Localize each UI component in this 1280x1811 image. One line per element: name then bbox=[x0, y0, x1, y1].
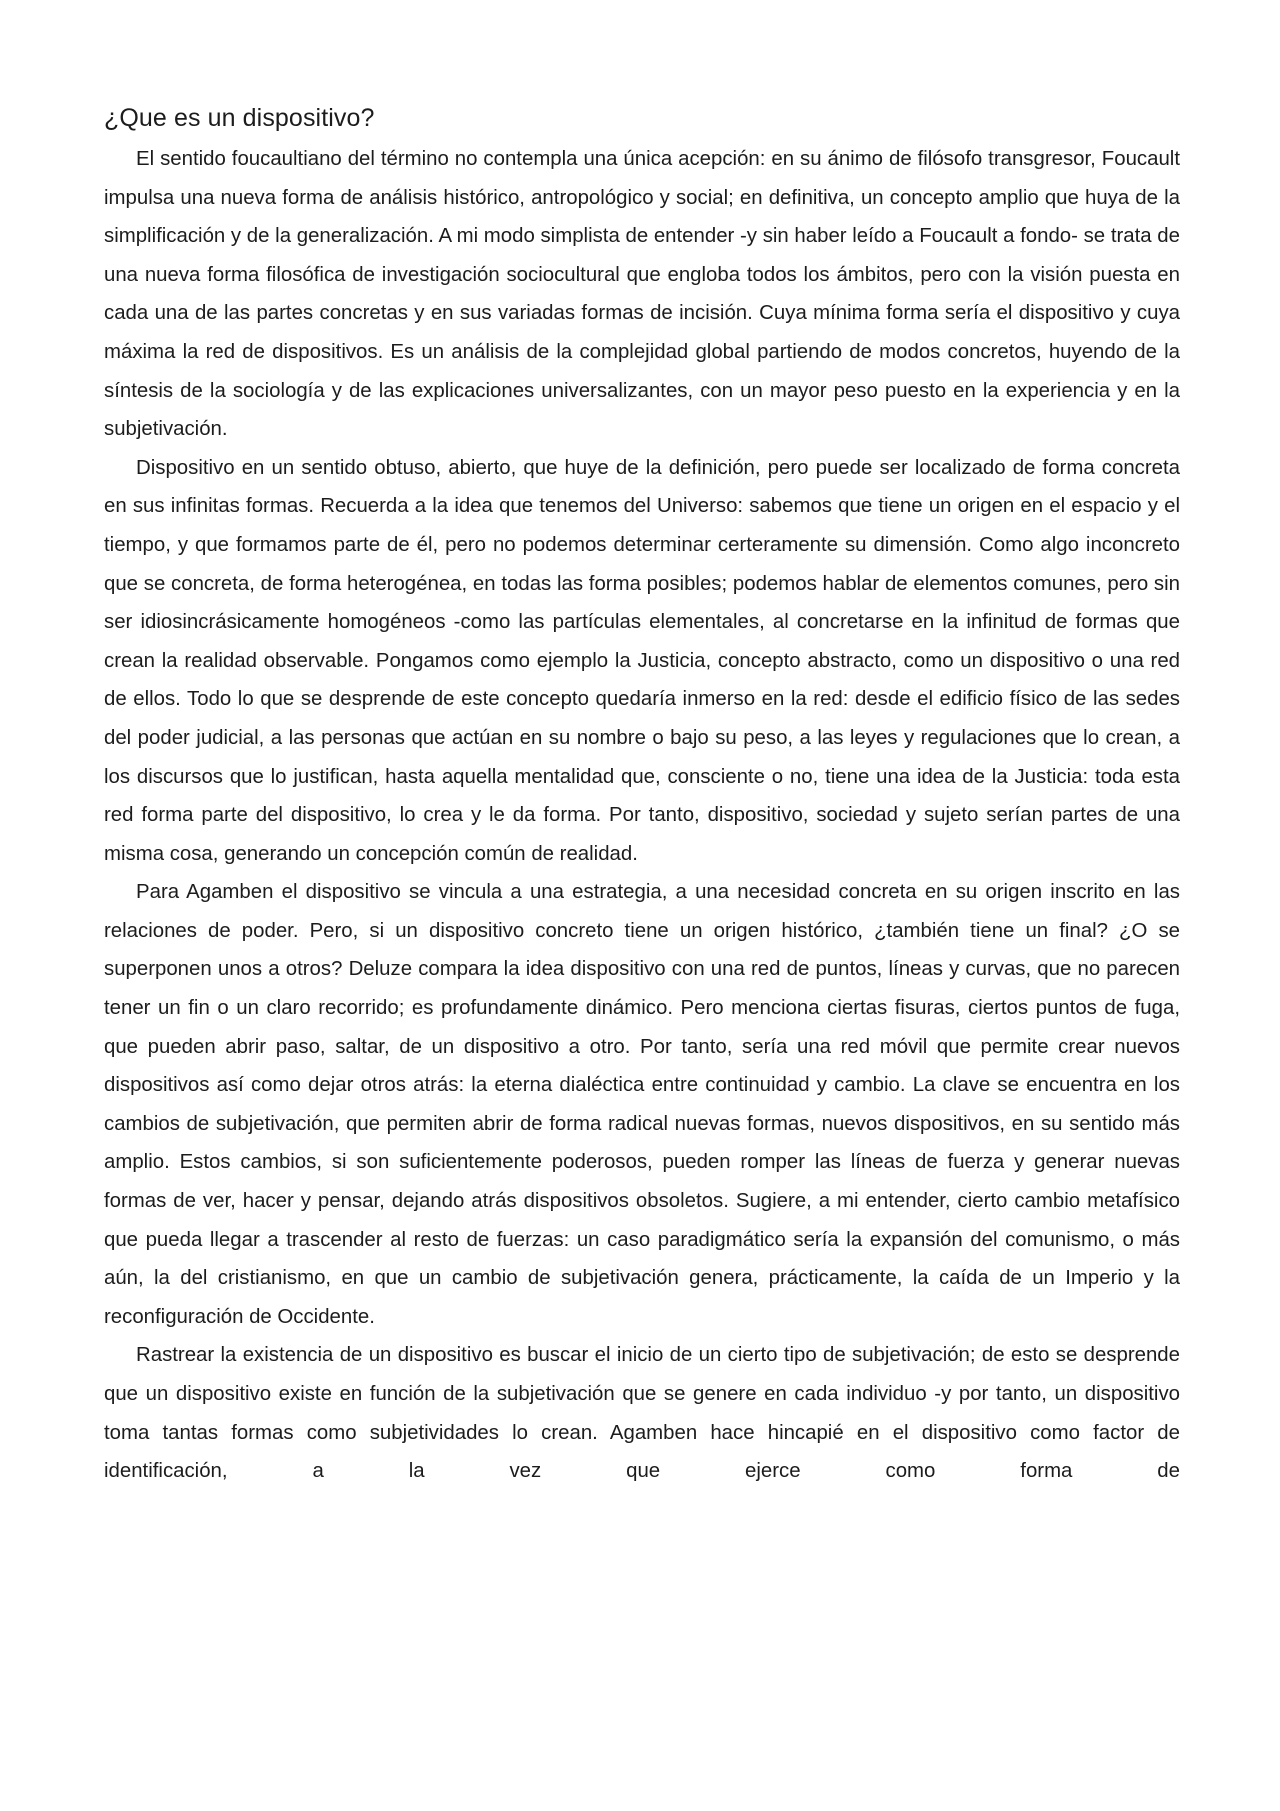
paragraph-4: Rastrear la existencia de un dispositivo es buscar el inicio de un cierto tipo de subjetivación; de esto se desprende que un dispositivo existe en función de la subjetivación que se genere en cada individuo -y por tanto, un dispositivo toma tantas formas como subjetividades lo crean. Agamben hace hincapié en el dispositivo como factor de identificación, a la vez que ejerce como forma de bbox=[104, 1344, 1180, 1483]
paragraph-2: Dispositivo en un sentido obtuso, abierto, que huye de la definición, pero puede ser localizado de forma concreta en sus infinitas formas. Recuerda a la idea que tenemos del Universo: sabemos que tiene un origen en el espacio y el tiempo, y que formamos parte de él, pero no podemos determinar certeramente su dimensión. Como algo inconcreto que se concreta, de forma heterogénea, en todas las forma posibles; podemos hablar de elementos comunes, pero sin ser idiosincrásicamente homogéneos -como las partículas elementales, al concretarse en la infinitud de formas que crean la realidad observable. Pongamos como ejemplo la Justicia, concepto abstracto, como un dispositivo o una red de ellos. Todo lo que se desprende de este concepto quedaría inmerso en la red: desde el edificio físico de las sedes del poder judicial, a las personas que actúan en su nombre o bajo su peso, a las leyes y regulaciones que lo crean, a los discursos que lo justifican, hasta aquella mentalidad que, consciente o no, tiene una idea de la Justicia: toda esta red forma parte del dispositivo, lo crea y le da forma. Por tanto, dispositivo, sociedad y sujeto serían partes de una misma cosa, generando un concepción común de realidad. bbox=[104, 456, 1180, 865]
paragraph-1: El sentido foucaultiano del término no contempla una única acepción: en su ánimo de filósofo transgresor, Foucault impulsa una nueva forma de análisis histórico, antropológico y social; en definitiva, un concepto amplio que huya de la simplificación y de la generalización. A mi modo simplista de entender -y sin haber leído a Foucault a fondo- se trata de una nueva forma filosófica de investigación sociocultural que engloba todos los ámbitos, pero con la visión puesta en cada una de las partes concretas y en sus variadas formas de incisión. Cuya mínima forma sería el dispositivo y cuya máxima la red de dispositivos. Es un análisis de la complejidad global partiendo de modos concretos, huyendo de la síntesis de la sociología y de las explicaciones universalizantes, con un mayor peso puesto en la experiencia y en la subjetivación. bbox=[104, 148, 1180, 441]
paragraph-3: Para Agamben el dispositivo se vincula a una estrategia, a una necesidad concreta en su origen inscrito en las relaciones de poder. Pero, si un dispositivo concreto tiene un origen histórico, ¿también tiene un final? ¿O se superponen unos a otros? Deluze compara la idea dispositivo con una red de puntos, líneas y curvas, que no parecen tener un fin o un claro recorrido; es profundamente dinámico. Pero menciona ciertas fisuras, ciertos puntos de fuga, que pueden abrir paso, saltar, de un dispositivo a otro. Por tanto, sería una red móvil que permite crear nuevos dispositivos así como dejar otros atrás: la eterna dialéctica entre continuidad y cambio. La clave se encuentra en los cambios de subjetivación, que permiten abrir de forma radical nuevas formas, nuevos dispositivos, en su sentido más amplio. Estos cambios, si son suficientemente poderosos, pueden romper las líneas de fuerza y generar nuevas formas de ver, hacer y pensar, dejando atrás dispositivos obsoletos. Sugiere, a mi entender, cierto cambio metafísico que pueda llegar a trascender al resto de fuerzas: un caso paradigmático sería la expansión del comunismo, o más aún, la del cristianismo, en que un cambio de subjetivación genera, prácticamente, la caída de un Imperio y la reconfiguración de Occidente. bbox=[104, 881, 1180, 1328]
page-title: ¿Que es un dispositivo? bbox=[104, 104, 375, 132]
document-page bbox=[104, 100, 1180, 1491]
